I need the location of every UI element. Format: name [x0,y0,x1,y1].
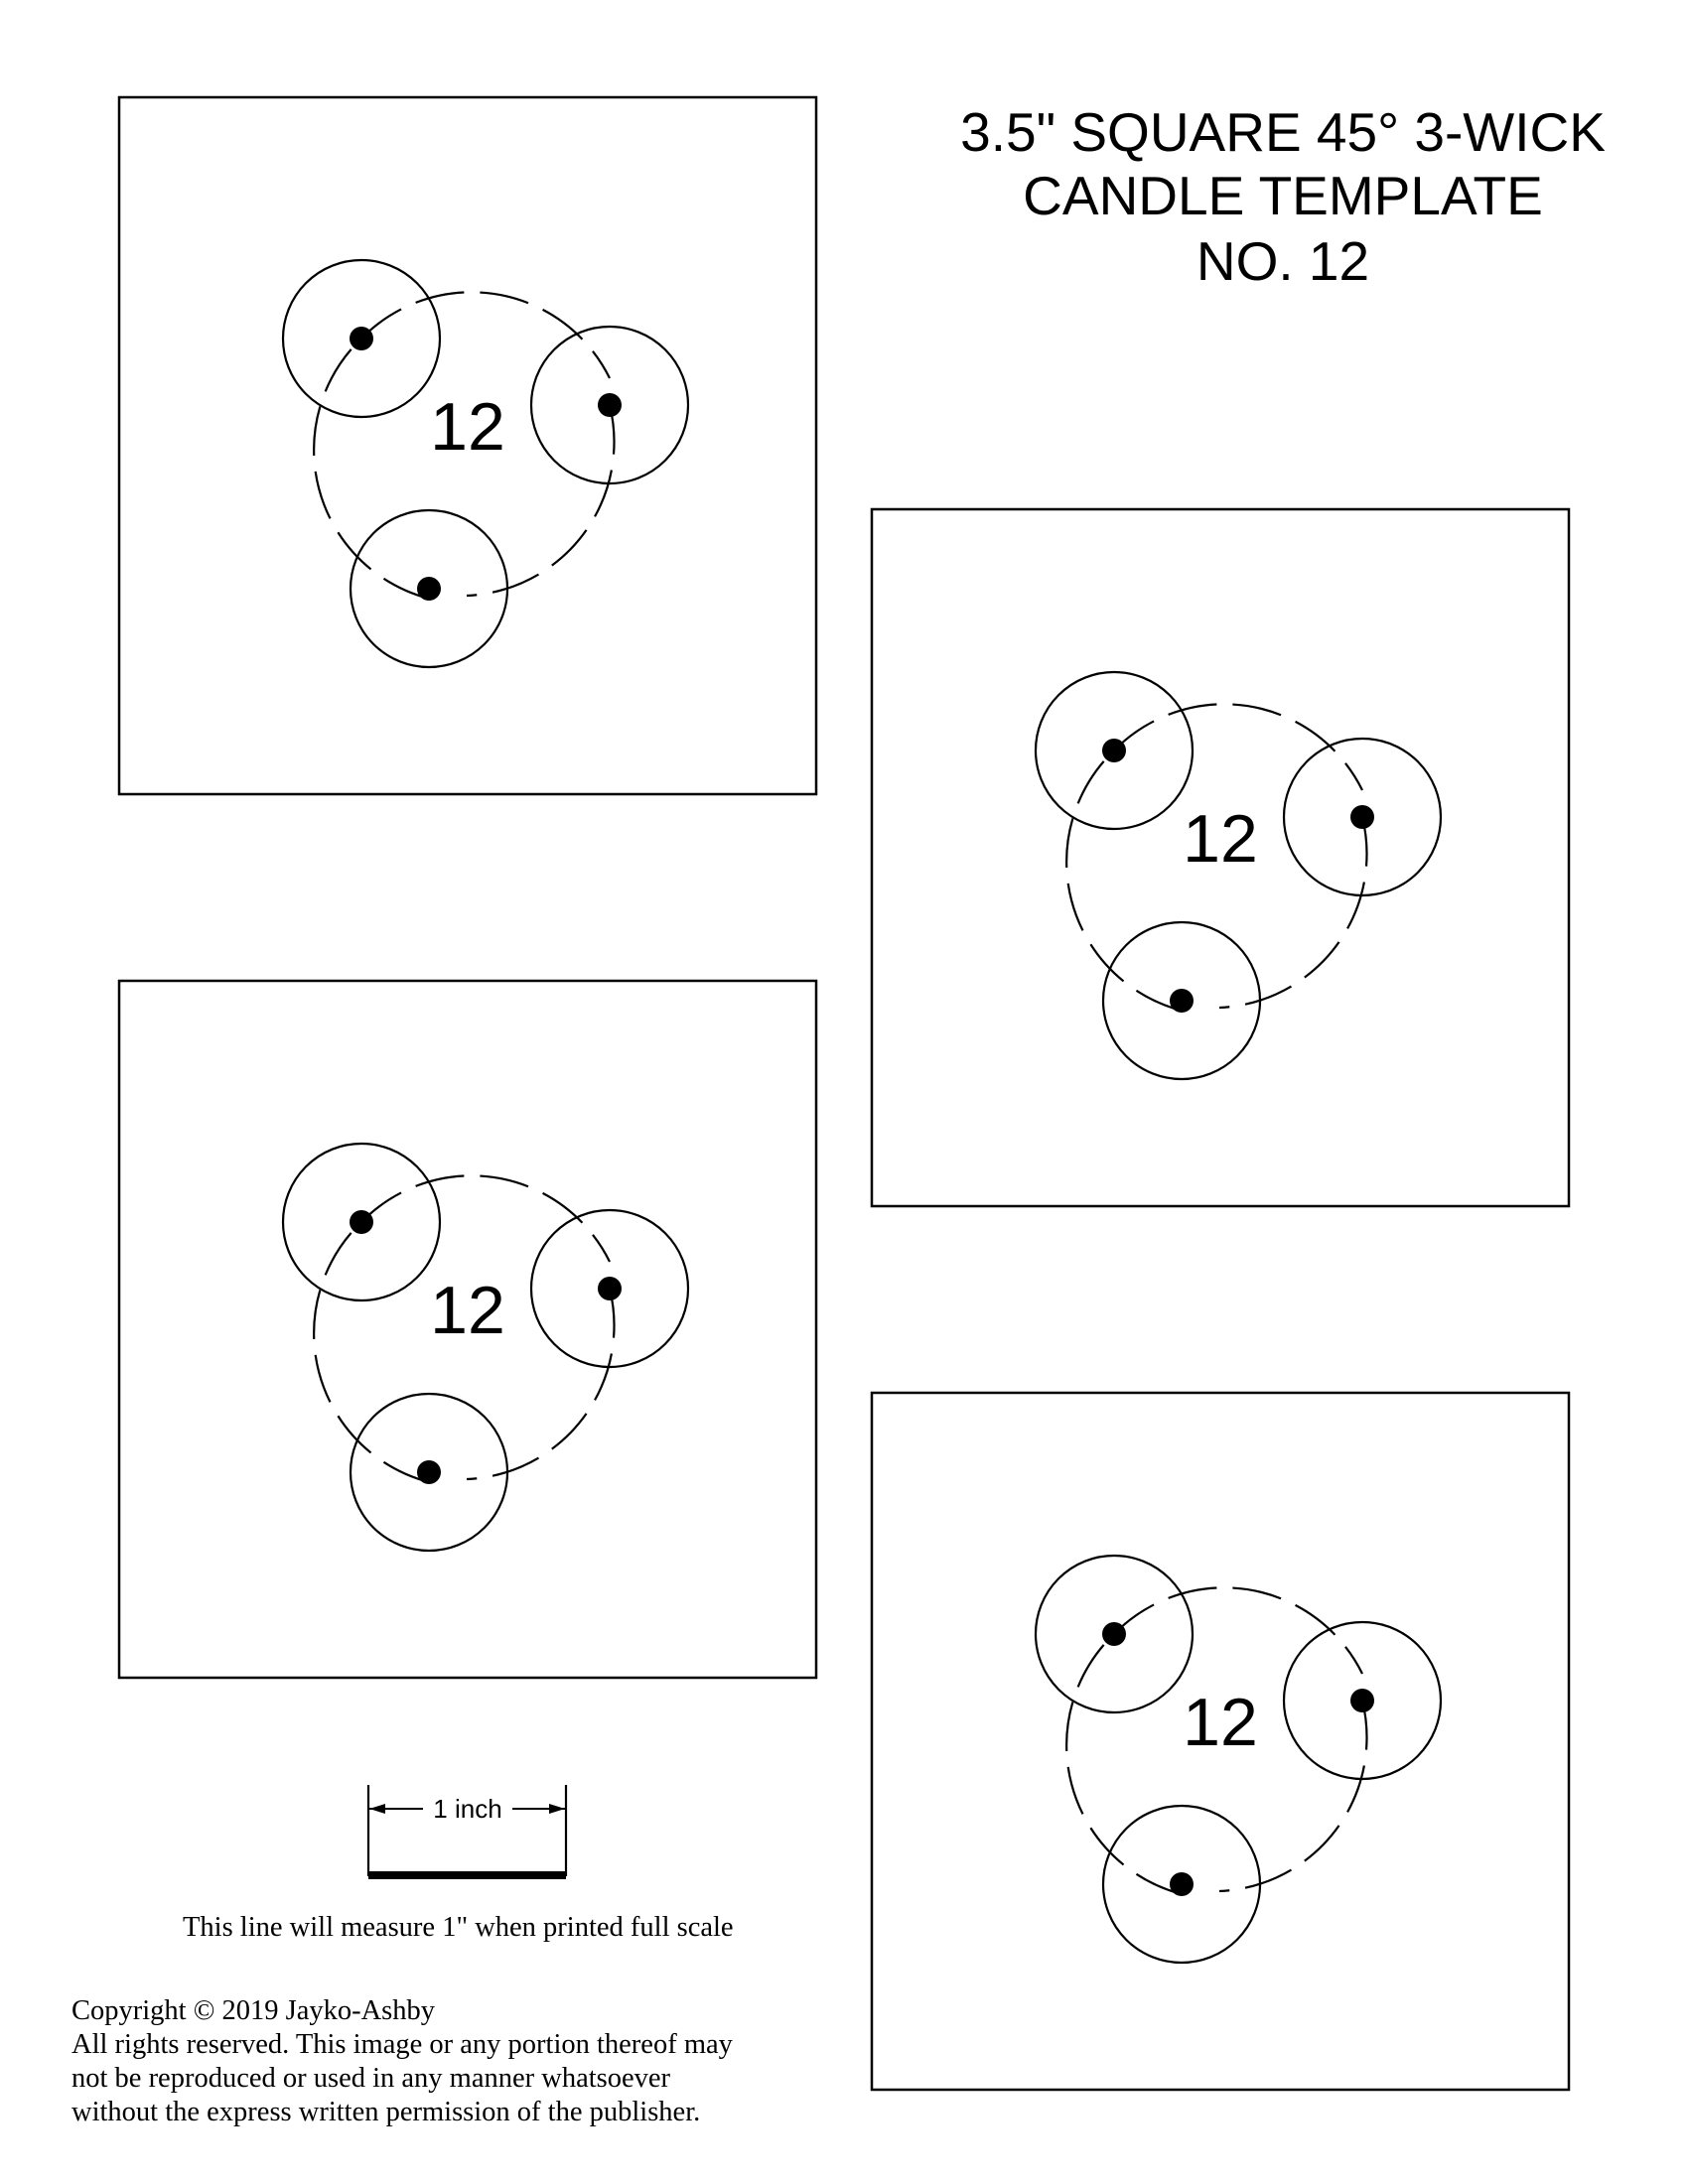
wick-dot-2 [598,1277,622,1300]
scale-label: 1 inch [433,1794,502,1824]
copyright-line-3: not be reproduced or used in any manner whatsoever [71,2063,671,2094]
page-title [960,101,1606,292]
wick-dot-1 [1102,739,1126,762]
template-number: 12 [1183,801,1258,877]
scale-line [368,1871,566,1879]
wick-dot-1 [350,327,373,350]
wick-dot-2 [1350,805,1374,829]
arc-dashed-3 [1066,1634,1182,1894]
arc-dashed-3 [1066,751,1182,1011]
arrow-right-icon [549,1804,565,1814]
copyright-line-2: All rights reserved. This image or any portion thereof may [71,2029,733,2060]
wick-dot-2 [598,393,622,417]
wick-dot-3 [1170,989,1194,1013]
copyright-block [71,1995,734,2127]
wick-dot-3 [417,1460,441,1484]
wick-dot-3 [417,577,441,601]
candle-template-2 [872,509,1569,1206]
candle-template-1 [119,97,816,794]
copyright-line-4: without the express written permission of the publisher. [71,2097,701,2127]
wick-dot-3 [1170,1872,1194,1896]
wick-dot-1 [1102,1622,1126,1646]
scale-bar [368,1785,566,1879]
template-number: 12 [430,389,505,465]
candle-template-3 [119,981,816,1678]
candle-template-4 [872,1393,1569,2090]
title-line-1: 3.5" SQUARE 45° 3-WICK [960,101,1606,163]
template-number: 12 [1183,1685,1258,1760]
title-line-3: NO. 12 [1196,230,1370,292]
wick-dot-2 [1350,1689,1374,1712]
arc-dashed-3 [314,1222,429,1482]
copyright-line-1: Copyright © 2019 Jayko-Ashby [71,1995,436,2026]
arc-dashed-3 [314,339,429,599]
title-line-2: CANDLE TEMPLATE [1023,165,1543,226]
template-number: 12 [430,1273,505,1348]
wick-dot-1 [350,1210,373,1234]
arrow-left-icon [369,1804,385,1814]
scale-note: This line will measure 1" when printed full scale [183,1912,734,1943]
